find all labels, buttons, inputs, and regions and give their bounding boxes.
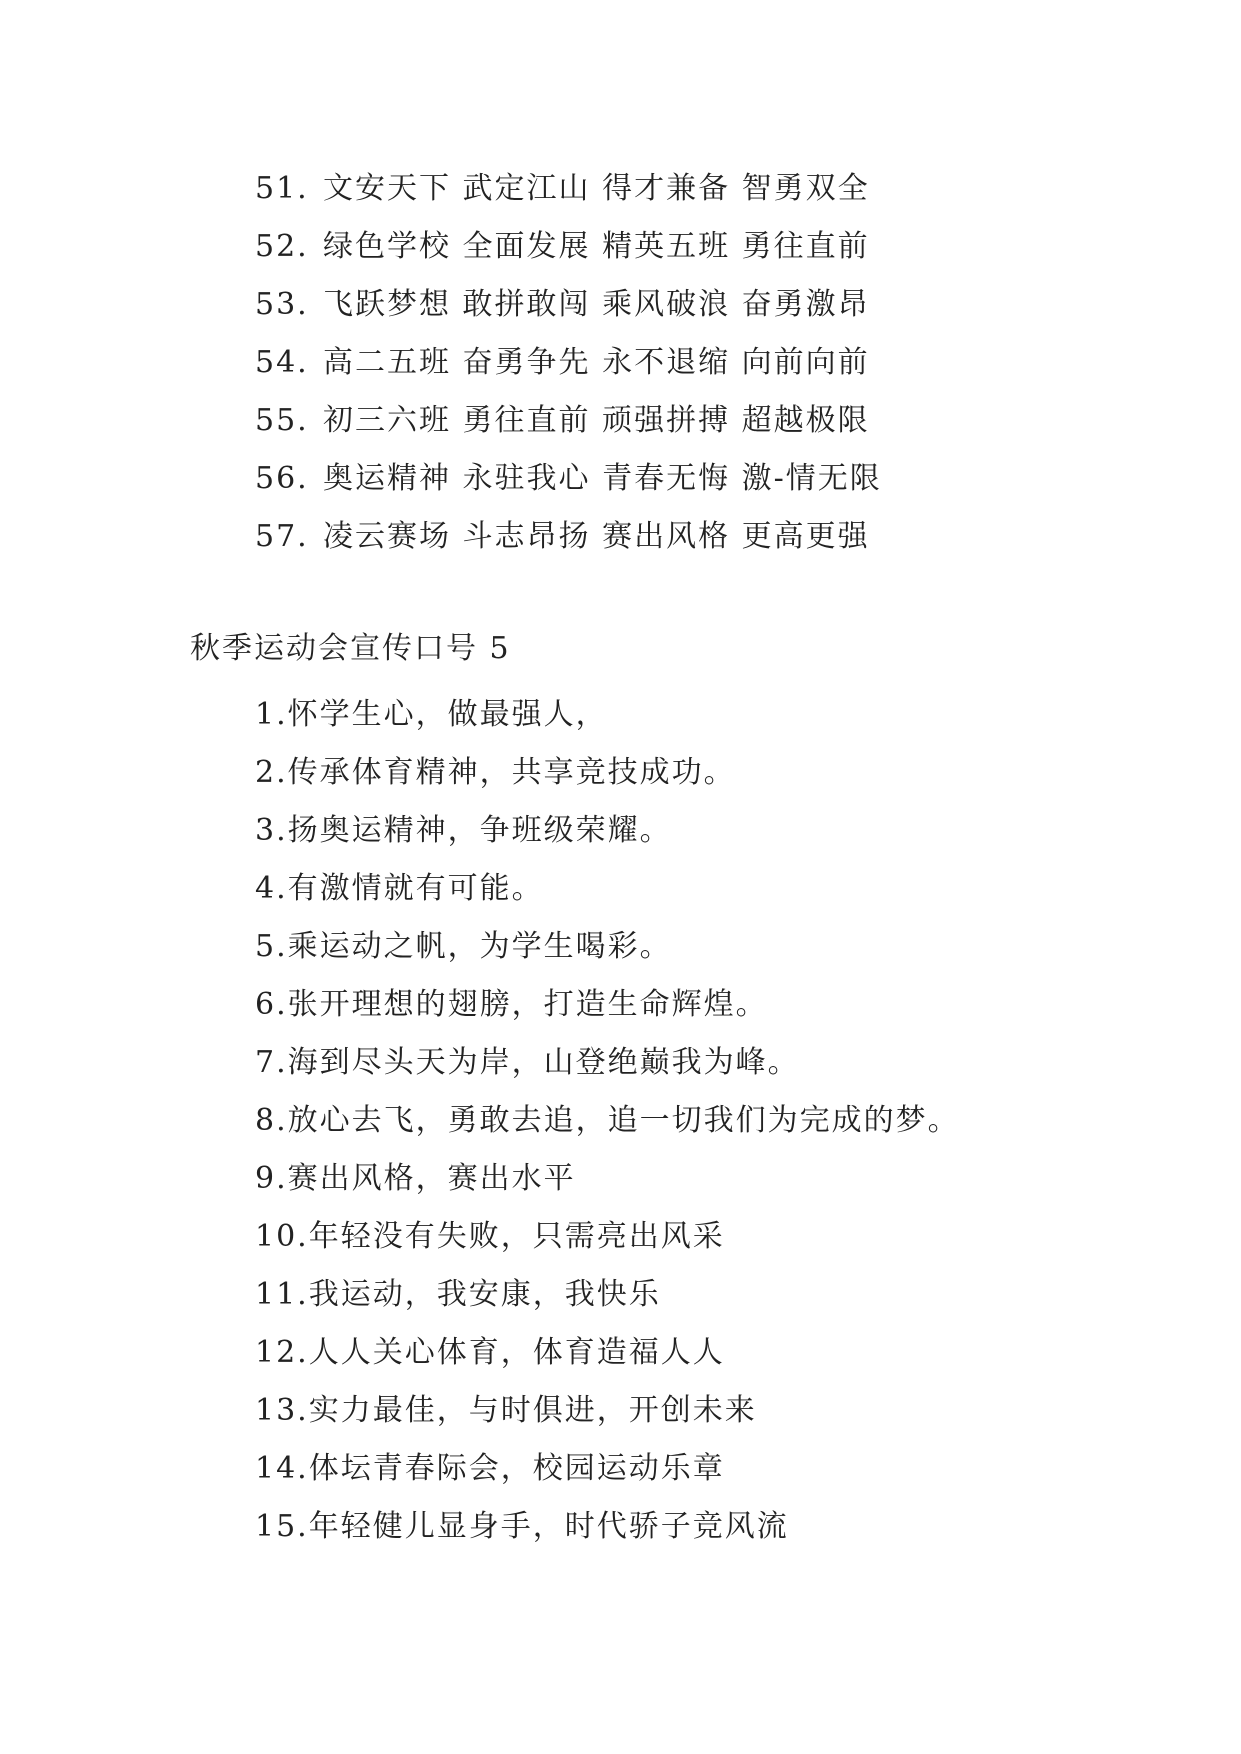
slogan-list-part4 [255, 160, 882, 566]
item-text: 人人关心体育，体育造福人人 [308, 1335, 725, 1370]
list-item [255, 976, 960, 1034]
item-text: 传承体育精神，共享竞技成功。 [287, 755, 736, 790]
item-text: 年轻没有失败，只需亮出风采 [308, 1219, 725, 1254]
item-number: 4. [255, 871, 288, 906]
list-item [255, 1266, 960, 1324]
section-heading: 秋季运动会宣传口号 5 [190, 631, 511, 666]
item-number: 2. [255, 755, 288, 790]
item-number: 15. [255, 1509, 309, 1544]
item-number: 1. [255, 697, 288, 732]
item-text: 赛出风格，赛出水平 [287, 1161, 576, 1196]
item-text: 放心去飞，勇敢去追，追一切我们为完成的梦。 [287, 1103, 960, 1138]
list-item [255, 1324, 960, 1382]
item-text: 奥运精神 永驻我心 青春无悔 激-情无限 [323, 461, 882, 496]
item-text: 怀学生心，做最强人， [287, 697, 608, 732]
item-text: 乘运动之帆，为学生喝彩。 [287, 929, 672, 964]
list-item [255, 1092, 960, 1150]
item-text: 张开理想的翅膀，打造生命辉煌。 [287, 987, 768, 1022]
item-number: 6. [255, 987, 288, 1022]
item-number: 5. [255, 929, 288, 964]
item-number: 56. [255, 461, 309, 496]
list-item [255, 1150, 960, 1208]
list-item [255, 918, 960, 976]
item-text: 海到尽头天为岸，山登绝巅我为峰。 [287, 1045, 800, 1080]
item-text: 飞跃梦想 敢拼敢闯 乘风破浪 奋勇激昂 [323, 287, 870, 322]
item-text: 有激情就有可能。 [287, 871, 544, 906]
item-number: 55. [255, 403, 309, 438]
item-number: 11. [255, 1277, 309, 1312]
item-number: 51. [255, 171, 309, 206]
item-number: 57. [255, 519, 309, 554]
list-item [255, 160, 882, 218]
list-item [255, 1382, 960, 1440]
item-number: 12. [255, 1335, 309, 1370]
list-item [255, 276, 882, 334]
item-text: 初三六班 勇往直前 顽强拼搏 超越极限 [323, 403, 870, 438]
item-number: 10. [255, 1219, 309, 1254]
item-number: 54. [255, 345, 309, 380]
list-item [255, 508, 882, 566]
item-number: 52. [255, 229, 309, 264]
list-item [255, 860, 960, 918]
slogan-list-part5 [255, 686, 960, 1556]
item-number: 53. [255, 287, 309, 322]
list-item [255, 392, 882, 450]
list-item [255, 1440, 960, 1498]
list-item [255, 218, 882, 276]
item-number: 13. [255, 1393, 309, 1428]
item-text: 体坛青春际会，校园运动乐章 [308, 1451, 725, 1486]
item-text: 扬奥运精神，争班级荣耀。 [287, 813, 672, 848]
item-text: 绿色学校 全面发展 精英五班 勇往直前 [323, 229, 870, 264]
list-item [255, 802, 960, 860]
list-item [255, 744, 960, 802]
item-text: 凌云赛场 斗志昂扬 赛出风格 更高更强 [323, 519, 870, 554]
item-text: 文安天下 武定江山 得才兼备 智勇双全 [323, 171, 870, 206]
item-number: 9. [255, 1161, 288, 1196]
item-text: 实力最佳，与时俱进，开创未来 [308, 1393, 757, 1428]
list-item [255, 450, 882, 508]
list-item [255, 1034, 960, 1092]
item-number: 7. [255, 1045, 288, 1080]
list-item [255, 1208, 960, 1266]
item-text: 年轻健儿显身手，时代骄子竞风流 [308, 1509, 789, 1544]
item-number: 14. [255, 1451, 309, 1486]
item-number: 8. [255, 1103, 288, 1138]
list-item [255, 1498, 960, 1556]
list-item [255, 686, 960, 744]
list-item [255, 334, 882, 392]
item-text: 高二五班 奋勇争先 永不退缩 向前向前 [323, 345, 870, 380]
item-number: 3. [255, 813, 288, 848]
item-text: 我运动，我安康，我快乐 [308, 1277, 661, 1312]
